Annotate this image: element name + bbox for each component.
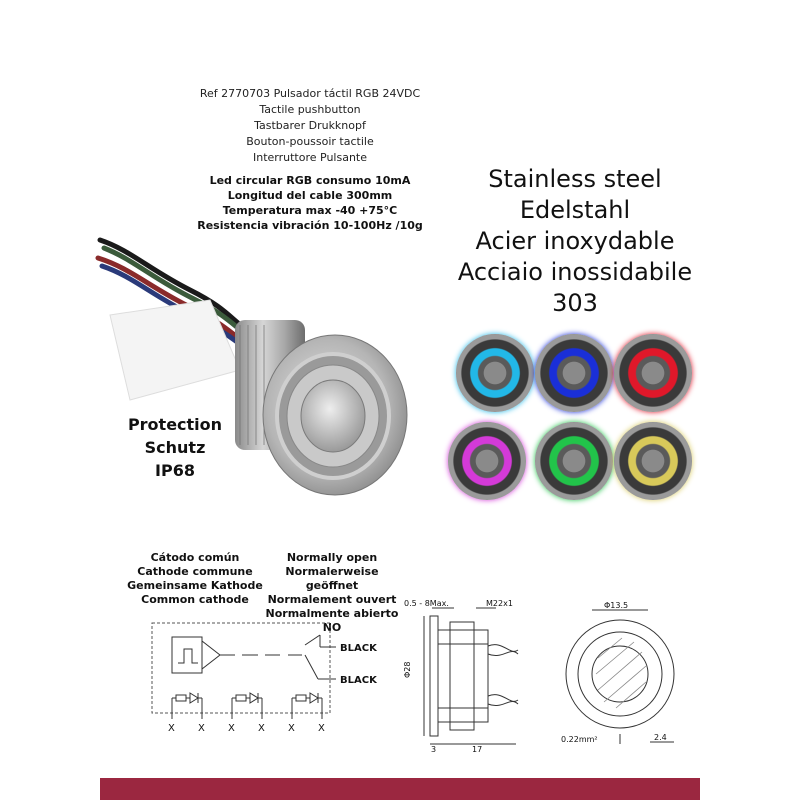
led-color-grid bbox=[448, 328, 696, 500]
cathode-de: Gemeinsame Kathode bbox=[127, 579, 263, 592]
footer-bar bbox=[100, 778, 700, 800]
header-line-ref: Ref 2770703 Pulsador táctil RGB 24VDC bbox=[199, 87, 421, 100]
material-en: Stainless steel bbox=[488, 165, 662, 193]
cathode-en: Common cathode bbox=[141, 593, 249, 606]
spec-vibration: Resistencia vibración 10-100Hz /10g bbox=[197, 219, 423, 232]
no-en: Normally open bbox=[286, 551, 378, 564]
material-fr: Acier inoxydable bbox=[475, 227, 675, 255]
led-yellow bbox=[614, 422, 692, 500]
dim-ring-width: 2.4 bbox=[654, 733, 667, 742]
dim-thread: M22x1 bbox=[486, 599, 513, 608]
dim-outer-diameter: Φ28 bbox=[403, 661, 412, 678]
pin-x-3: X bbox=[228, 723, 235, 734]
no-es: Normalmente abierto bbox=[265, 607, 399, 620]
spec-led: Led circular RGB consumo 10mA bbox=[209, 174, 411, 187]
wiring-schematic bbox=[140, 615, 400, 745]
pin-x-1: X bbox=[168, 723, 175, 734]
header-line-en: Tactile pushbutton bbox=[259, 103, 361, 116]
dim-panel-range: 0.5 - 8Max. bbox=[404, 599, 449, 608]
led-cyan bbox=[456, 334, 534, 412]
spec-cable: Longitud del cable 300mm bbox=[227, 189, 393, 202]
pin-x-6: X bbox=[318, 723, 325, 734]
header-line-fr: Bouton-poussoir tactile bbox=[246, 135, 374, 148]
pin-x-5: X bbox=[288, 723, 295, 734]
dim-button-diameter: Φ13.5 bbox=[604, 601, 629, 610]
dim-flange-length: 3 bbox=[431, 745, 437, 754]
led-magenta bbox=[448, 422, 526, 500]
material-grade: 303 bbox=[552, 289, 598, 317]
dim-wire-section: 0.22mm² bbox=[561, 735, 598, 744]
spec-list bbox=[180, 173, 440, 233]
led-green bbox=[535, 422, 613, 500]
no-abbrev: NO bbox=[322, 621, 342, 634]
dim-body-length: 17 bbox=[472, 745, 483, 754]
protection-en: Protection bbox=[127, 415, 223, 434]
black-wire-label-bottom: BLACK bbox=[340, 675, 377, 686]
pin-x-4: X bbox=[258, 723, 265, 734]
cathode-es: Cátodo común bbox=[150, 551, 240, 564]
pin-x-2: X bbox=[198, 723, 205, 734]
protection-de: Schutz bbox=[144, 438, 206, 457]
no-de: Normalerweise geöffnet bbox=[285, 565, 379, 592]
protection-rating bbox=[110, 413, 240, 482]
header-line-it: Interruttore Pulsante bbox=[252, 151, 367, 164]
led-red bbox=[614, 334, 692, 412]
black-wire-label-top: BLACK bbox=[340, 643, 377, 654]
cathode-fr: Cathode commune bbox=[137, 565, 253, 578]
material-it: Acciaio inossidabile bbox=[457, 258, 693, 286]
material-de: Edelstahl bbox=[519, 196, 631, 224]
technical-drawing bbox=[398, 594, 688, 754]
material-list bbox=[440, 164, 710, 319]
header-line-de: Tastbarer Drukknopf bbox=[254, 119, 366, 132]
product-header bbox=[160, 86, 460, 166]
no-fr: Normalement ouvert bbox=[267, 593, 397, 606]
protection-ip: IP68 bbox=[155, 461, 195, 480]
spec-temperature: Temperatura max -40 +75°C bbox=[222, 204, 398, 217]
led-blue bbox=[535, 334, 613, 412]
cathode-labels bbox=[125, 551, 265, 607]
